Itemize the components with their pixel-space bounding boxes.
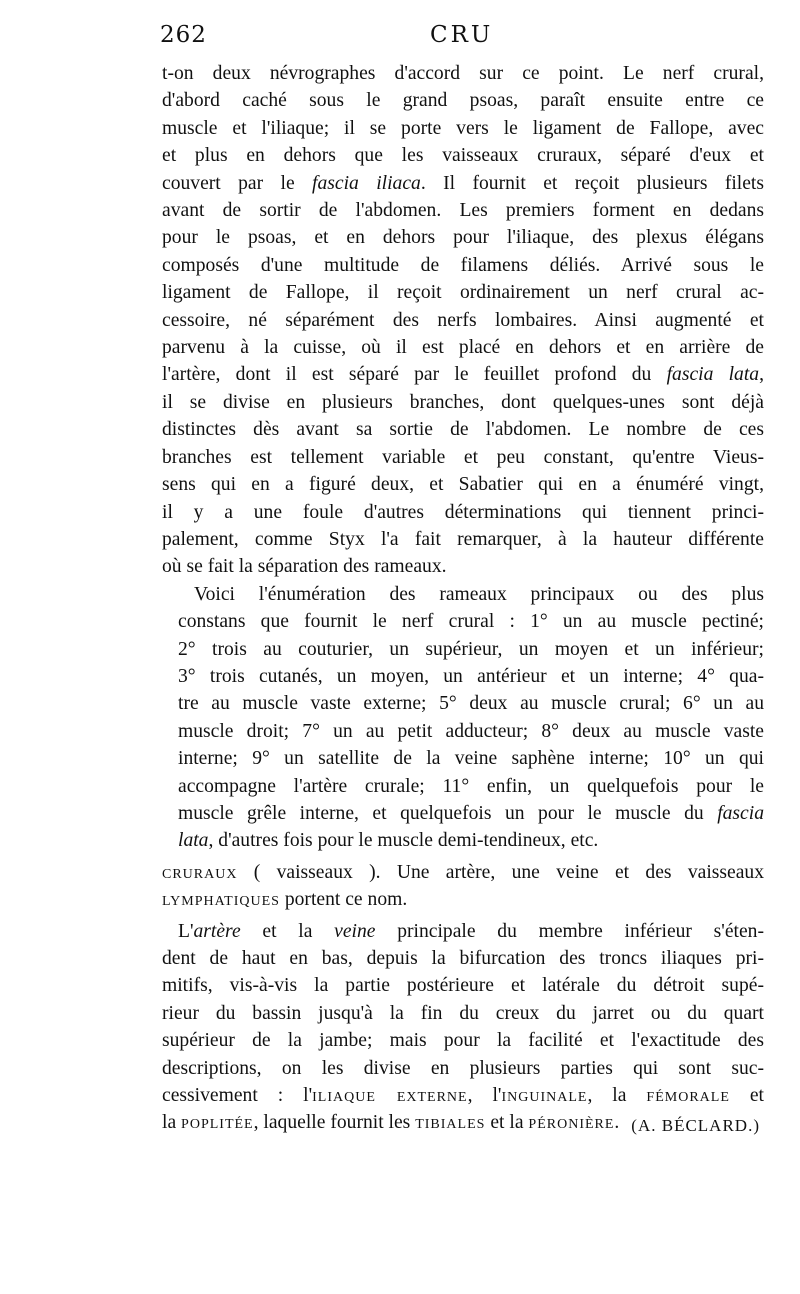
italic-term: fascia xyxy=(717,802,764,824)
paragraph-artery-vein xyxy=(162,918,764,1137)
cross-reference: fémorale xyxy=(646,1085,730,1107)
text-line: avant de sortir de l'abdomen. Les premiers forment en dedans xyxy=(162,200,764,222)
page-number: 262 xyxy=(160,22,207,48)
cross-reference: poplitée xyxy=(181,1112,254,1134)
italic-term: artère xyxy=(193,920,241,942)
text-line: distinctes dès avant sa sortie de l'abdomen. Le nombre de ces xyxy=(162,419,764,441)
text-line: cessoire, né séparément des nerfs lombaires. Ainsi augmenté et xyxy=(162,309,764,331)
running-head: CRU xyxy=(430,22,494,48)
cross-reference: péronière xyxy=(528,1112,615,1134)
text-line: interne; 9° un satellite de la veine saphène interne; 10° un qui xyxy=(178,748,764,770)
text-line: il y a une foule d'autres déterminations qui tiennent princi- xyxy=(162,501,764,523)
paragraph-enumeration xyxy=(162,581,764,855)
text-line: muscle grêle interne, et quelquefois un pour le muscle du fascia xyxy=(178,802,764,824)
cross-reference: lymphatiques xyxy=(162,889,280,911)
text-line: L'artère et la veine principale du membre inférieur s'éten- xyxy=(178,920,764,942)
text-line: Voici l'énumération des rameaux principaux ou des plus xyxy=(194,583,764,605)
text-line: 2° trois au couturier, un supérieur, un moyen et un inférieur; xyxy=(178,638,764,660)
text-line: sens qui en a figuré deux, et Sabatier qui en a énuméré vingt, xyxy=(162,474,764,496)
text-line: il se divise en plusieurs branches, dont quelques-unes sont déjà xyxy=(162,391,764,413)
text-line: tre au muscle vaste externe; 5° deux au muscle crural; 6° un au xyxy=(178,693,764,715)
author-signature: (A. BÉCLARD.) xyxy=(631,1116,760,1135)
paragraph-cruraux-entry xyxy=(162,859,764,914)
text-line: muscle droit; 7° un au petit adducteur; 8° deux au muscle vaste xyxy=(178,720,764,742)
text-line: branches est tellement variable et peu constant, qu'entre Vieus- xyxy=(162,446,764,468)
text-line: l'artère, dont il est séparé par le feuillet profond du fascia lata, xyxy=(162,364,764,386)
italic-term: lata xyxy=(178,830,209,852)
text-line: d'abord caché sous le grand psoas, paraît ensuite entre ce xyxy=(162,90,764,112)
page-header xyxy=(160,22,764,58)
text-line: cessivement : l'iliaque externe, l'inguinale, la fémorale et xyxy=(162,1085,764,1107)
text-line: palement, comme Styx l'a fait remarquer, à la hauteur différente xyxy=(162,528,764,550)
text-line: cruraux ( vaisseaux ). Une artère, une veine et des vaisseaux xyxy=(162,861,764,883)
text-line: rieur du bassin jusqu'à la fin du creux du jarret ou du quart xyxy=(162,1002,764,1024)
text-line: composés d'une multitude de filamens déliés. Arrivé sous le xyxy=(162,254,764,276)
cross-reference: tibiales xyxy=(415,1112,486,1134)
text-line: supérieur de la jambe; mais pour la facilité et l'exactitude des xyxy=(162,1030,764,1052)
entry-headword: cruraux xyxy=(162,861,238,883)
italic-term: fascia iliaca xyxy=(312,172,421,194)
text-line: descriptions, on les divise en plusieurs parties qui sont suc- xyxy=(162,1057,764,1079)
text-line: muscle et l'iliaque; il se porte vers le ligament de Fallope, avec xyxy=(162,117,764,139)
text-line: t-on deux névrographes d'accord sur ce point. Le nerf crural, xyxy=(162,63,764,84)
text-line: accompagne l'artère crurale; 11° enfin, un quelquefois pour le xyxy=(178,775,764,797)
text-line: lata, d'autres fois pour le muscle demi-tendineux, etc. xyxy=(178,830,599,852)
cross-reference: inguinale xyxy=(501,1085,588,1107)
text-line: constans que fournit le nerf crural : 1° un au muscle pectiné; xyxy=(178,611,764,633)
text-line: parvenu à la cuisse, où il est placé en dehors et en arrière de xyxy=(162,337,764,359)
text-line: couvert par le fascia iliaca. Il fournit et reçoit plusieurs filets xyxy=(162,172,764,194)
text-line: dent de haut en bas, depuis la bifurcation des troncs iliaques pri- xyxy=(162,948,764,969)
body-text xyxy=(162,60,764,1137)
text-line: pour le psoas, et en dehors pour l'iliaque, des plexus élégans xyxy=(162,227,764,249)
text-line: et plus en dehors que les vaisseaux cruraux, séparé d'eux et xyxy=(162,145,764,167)
text-line: lymphatiques portent ce nom. xyxy=(162,889,408,911)
text-line: 3° trois cutanés, un moyen, un antérieur et un interne; 4° qua- xyxy=(178,665,764,687)
cross-reference: iliaque externe xyxy=(312,1085,468,1107)
text-line: mitifs, vis-à-vis la partie postérieure et latérale du détroit supé- xyxy=(162,975,764,997)
italic-term: veine xyxy=(334,920,376,942)
paragraph-crural-nerve xyxy=(162,60,764,581)
italic-term: fascia lata xyxy=(666,364,760,386)
text-line: où se fait la séparation des rameaux. xyxy=(162,556,447,578)
text-line: ligament de Fallope, il reçoit ordinairement un nerf crural ac- xyxy=(162,282,764,304)
text-line: la poplitée, laquelle fournit les tibiales et la péronière. xyxy=(162,1112,620,1134)
